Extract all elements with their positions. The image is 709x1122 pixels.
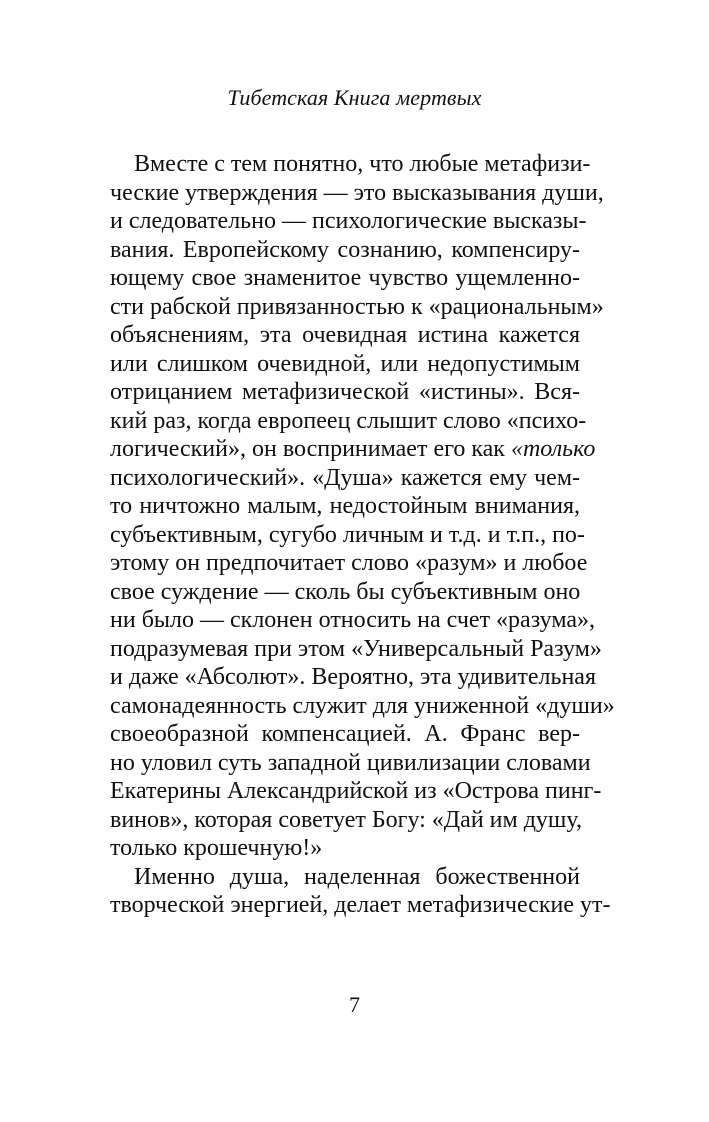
text-line: ческие утверждения — это высказывания души, — [110, 179, 604, 206]
paragraph — [110, 150, 615, 863]
text-line: субъективным, сугубо личным и т.д. и т.п., по- — [110, 521, 585, 548]
text-line: Вместе с тем понятно, что любые метафизи- — [134, 151, 591, 177]
text-line: свое суждение — сколь бы субъективным оно — [110, 578, 581, 605]
running-title: Тибетская Книга мертвых — [227, 85, 482, 110]
text-line: психологический». «Душа» кажется ему чем- — [110, 464, 580, 491]
text-line: кий раз, когда европеец слышит слово «психо- — [110, 407, 587, 434]
page-number: 7 — [349, 992, 360, 1017]
text-line: Именно душа, наделенная божественной — [134, 863, 580, 890]
text-line: объяснениям, эта очевидная истина кажется — [110, 322, 580, 348]
text-line: сти рабской привязанностью к «рациональным» — [110, 293, 604, 320]
text-line: подразумевая при этом «Универсальный Разум» — [110, 635, 602, 662]
text-line: этому он предпочитает слово «разум» и любое — [110, 550, 588, 576]
text-line: отрицанием метафизической «истины». Вся- — [110, 379, 580, 405]
text-line: творческой энергией, делает метафизические ут- — [110, 892, 611, 918]
text-line: и даже «Абсолют». Вероятно, эта удивительная — [110, 664, 596, 690]
text-line: винов», которая советует Богу: «Дай им душу, — [110, 806, 582, 833]
text-line: или слишком очевидной, или недопустимым — [110, 350, 580, 377]
text-line: только крошечную!» — [110, 835, 323, 861]
text-line: ни было — склонен относить на счет «разума», — [110, 607, 596, 633]
text-line: вания. Европейскому сознанию, компенсиру- — [110, 236, 580, 263]
text-line: и следовательно — психологические высказы- — [110, 208, 587, 234]
text-line: самонадеянность служит для униженной «души» — [110, 692, 615, 719]
emphasis-word: «только — [510, 436, 596, 462]
text-line: то ничтожно малым, недостойным внимания, — [110, 493, 580, 519]
text-line — [110, 435, 596, 464]
text-line: ющему свое знаменитое чувство ущемленно- — [110, 265, 580, 291]
text-line: своеобразной компенсацией. А. Франс вер- — [110, 721, 580, 747]
text-line-segment: логический», он воспринимает его как — [110, 436, 511, 462]
text-line: но уловил суть западной цивилизации словами — [110, 749, 591, 776]
paragraph — [110, 863, 611, 920]
body-text — [110, 150, 615, 920]
text-line: Екатерины Александрийской из «Острова пинг- — [110, 778, 602, 804]
